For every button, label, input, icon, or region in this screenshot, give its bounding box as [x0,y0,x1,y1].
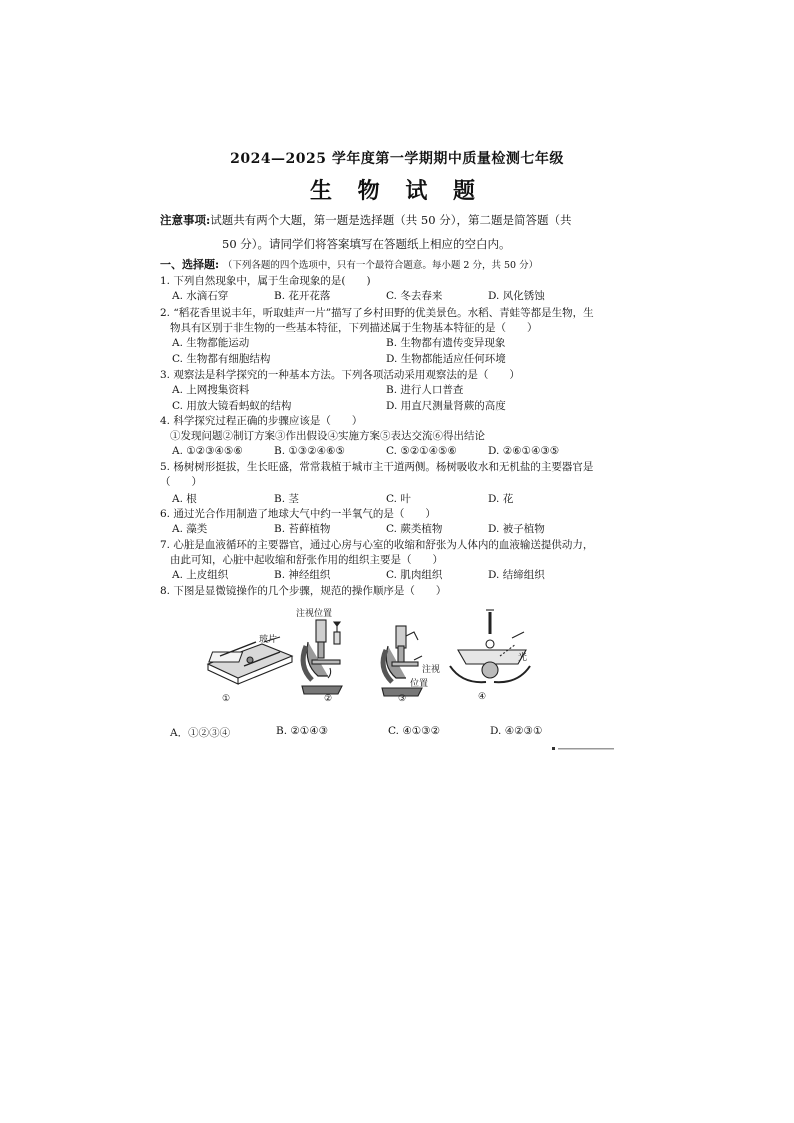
option-d: D. ②⑥①④③⑤ [488,445,560,457]
notice-block [160,208,600,256]
question-5-stem-line-2: （ ） [160,476,202,488]
step-label-3: ③ [398,694,407,704]
notice-line-1: 试题共有两个大题，第一题是选择题（共 50 分），第二题是简答题（共 [210,213,572,227]
question-7 [160,538,600,584]
option-a: A. 根 [172,493,197,505]
label-watch-position-side-2: 位置 [410,679,429,689]
option-a: A. ①②③④⑤⑥ [172,445,243,457]
step-1-stage-slide [208,637,292,684]
question-6-stem: 6. 通过光合作用制造了地球大气中约一半氧气的是（ ） [160,508,436,520]
section-1-title: 一、选择题: [160,258,220,271]
option-a: A. 上网搜集资料 [172,384,250,396]
subject-title: 生 物 试 题 [310,178,484,204]
microscope-steps-figure [200,604,540,714]
question-6 [160,507,600,538]
option-b: B. 茎 [274,493,299,505]
option-b: B. 生物都有遗传变异现象 [386,337,506,349]
question-7-stem-line-1: 7. 心脏是血液循环的主要器官，通过心房与心室的收缩和舒张为人体内的血液输送提供动力， [160,539,594,551]
step-label-1: ① [222,694,231,704]
option-d: D. ④②③① [490,725,543,737]
option-a: A. 生物都能运动 [172,337,250,349]
notice-line-2: 50 分）。请同学们将答案填写在答题纸上相应的空白内。 [222,237,511,251]
option-a: A. 水滴石穿 [172,290,229,302]
label-watch-position-side-1: 注视 [422,665,441,675]
section-1-hint: （下列各题的四个选项中，只有一个最符合题意。每小题 2 分，共 50 分） [222,260,539,271]
step-label-4: ④ [478,692,487,702]
option-d: D. 花 [488,493,514,505]
label-watch-position-top: 注视位置 [296,609,333,619]
option-c: C. 蕨类植物 [386,523,443,535]
option-d: D. 用直尺测量肾蕨的高度 [386,400,506,412]
option-a: A. 藻类 [172,523,208,535]
option-b: B. 花开花落 [274,290,331,302]
exam-title: 2024—2025 学年度第一学期期中质量检测七年级 [230,151,564,167]
question-3-stem: 3. 观察法是科学探究的一种基本方法。下列各项活动采用观察法的是（ ） [160,369,520,381]
question-7-stem-line-2: 由此可知，心脏中起收缩和舒张作用的组织主要是（ ） [170,554,443,566]
question-2-options-row-1 [160,336,600,352]
option-a: A. 上皮组织 [172,569,229,581]
notice-label: 注意事项: [160,213,211,227]
label-light: 光 [518,653,528,663]
option-d: D. 风化锈蚀 [488,290,545,302]
option-b: B. ②①④③ [276,725,329,737]
question-3 [160,368,600,415]
option-d: D. 被子植物 [488,523,545,535]
page-footer-mark [552,746,616,751]
question-2-stem-line-2: 物具有区别于非生物的一些基本特征，下列描述属于生物基本特征的是（ ） [170,322,538,334]
question-4 [160,414,600,459]
question-4-stem: 4. 科学探究过程正确的步骤应该是（ ） [160,415,363,427]
step-2-microscope [302,620,342,694]
option-b: B. 神经组织 [274,569,331,581]
question-1-options [160,289,600,304]
question-8-stem: 8. 下图是显微镜操作的几个步骤，规范的操作顺序是（ ） [160,585,447,597]
option-c: C. 冬去春来 [386,290,443,302]
question-8 [160,584,600,599]
question-3-options-row-1 [160,383,600,399]
option-c: C. ⑤②①④⑤⑥ [386,445,457,457]
question-4-steps: ①发现问题②制订方案③作出假设④实施方案⑤表达交流⑥得出结论 [170,430,485,442]
option-a: A．①②③④ [170,727,231,739]
option-c: C. 叶 [386,493,411,505]
microscope-steps-illustration [200,604,540,714]
question-5-stem-line-1: 5. 杨树树形挺拔，生长旺盛，常常栽植于城市主干道两侧。杨树吸收水和无机盐的主要器官是 [160,461,594,473]
question-5 [160,460,600,508]
question-3-options-row-2 [160,399,600,415]
step-label-2: ② [324,694,333,704]
option-b: B. ①③②④⑥⑤ [274,445,345,457]
option-c: C. ④①③② [388,725,440,737]
option-b: B. 苔藓植物 [274,523,331,535]
option-d: D. 生物都能适应任何环境 [386,353,506,365]
step-4-hands-mirror [450,610,530,682]
question-2 [160,306,600,368]
question-2-options-row-2 [160,352,600,368]
section-1-heading [160,256,538,272]
question-7-options [160,568,600,584]
question-1 [160,274,600,304]
option-c: C. 肌肉组织 [386,569,443,581]
question-2-stem-line-1: 2. “稻花香里说丰年，听取蛙声一片”描写了乡村田野的优美景色。水稻、青蛙等都是生物，生 [160,307,594,319]
question-8-options [170,725,590,741]
question-4-options [160,444,600,459]
option-c: C. 用放大镜看蚂蚁的结构 [172,400,292,412]
option-b: B. 进行人口普查 [386,384,464,396]
question-6-options [160,522,600,538]
question-5-options [160,492,600,508]
option-d: D. 结缔组织 [488,569,545,581]
option-c: C. 生物都有细胞结构 [172,353,271,365]
question-1-stem: 1. 下列自然现象中，属于生命现象的是( ) [160,275,371,287]
label-slide: 玻片 [259,635,278,645]
